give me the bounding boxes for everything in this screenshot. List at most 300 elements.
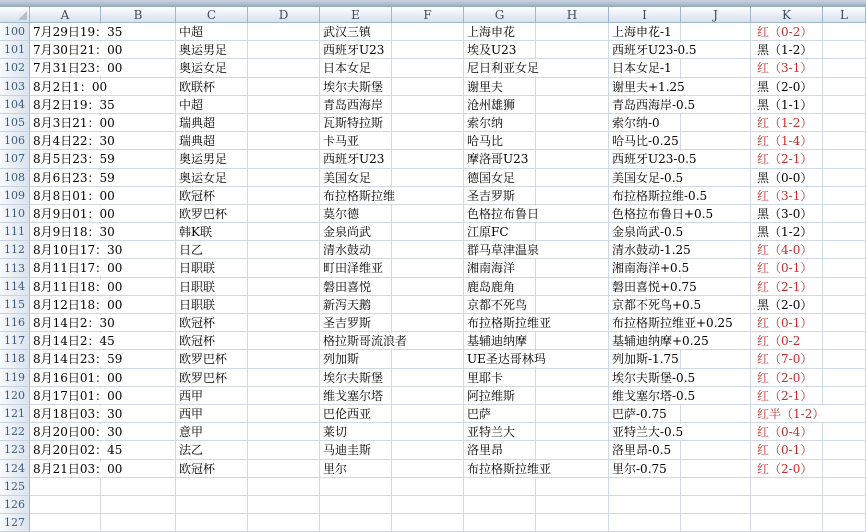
cell-handicap[interactable] [609, 296, 702, 314]
row-header-102[interactable]: 102 [0, 59, 30, 77]
cell-result[interactable] [751, 478, 823, 496]
row-header-103[interactable]: 103 [0, 78, 30, 96]
cell-empty[interactable] [392, 187, 464, 205]
row-header-116[interactable]: 116 [0, 314, 30, 332]
column-header-I[interactable]: I [609, 7, 681, 23]
cell-empty[interactable] [681, 514, 751, 532]
row-header-127[interactable]: 127 [0, 514, 30, 532]
cell-away-team[interactable] [464, 169, 536, 187]
cell-date[interactable] [30, 169, 115, 187]
cell-result[interactable] [751, 132, 823, 150]
cell-home-team[interactable] [320, 350, 392, 368]
cell-empty[interactable] [823, 423, 866, 441]
cell-empty[interactable] [392, 78, 464, 96]
cell-empty[interactable] [823, 187, 866, 205]
column-header-G[interactable]: G [464, 7, 536, 23]
cell-result[interactable] [751, 387, 823, 405]
cell-date[interactable] [30, 114, 115, 132]
row-header-101[interactable]: 101 [0, 41, 30, 59]
cell-away-team[interactable] [464, 514, 536, 532]
cell-date[interactable] [30, 259, 123, 277]
cell-result[interactable] [751, 223, 823, 241]
cell-away-team[interactable] [464, 314, 552, 332]
cell-date[interactable] [30, 59, 123, 77]
cell-handicap[interactable] [609, 405, 681, 423]
cell-home-team[interactable] [320, 187, 396, 205]
cell-handicap[interactable] [609, 423, 684, 441]
cell-handicap[interactable] [609, 387, 696, 405]
cell-league[interactable] [176, 278, 248, 296]
cell-home-team[interactable] [320, 387, 392, 405]
cell-empty[interactable] [823, 496, 866, 514]
cell-home-team[interactable] [320, 114, 392, 132]
cell-empty[interactable] [536, 41, 609, 59]
cell-date[interactable] [30, 314, 115, 332]
cell-empty[interactable] [681, 405, 751, 423]
cell-home-team[interactable] [320, 23, 392, 41]
cell-home-team[interactable] [320, 205, 392, 223]
cell-result[interactable] [751, 332, 823, 350]
cell-home-team[interactable] [320, 405, 392, 423]
cell-empty[interactable] [248, 23, 320, 41]
cell-league[interactable] [176, 241, 248, 259]
column-header-D[interactable]: D [248, 7, 320, 23]
cell-away-team[interactable] [464, 478, 536, 496]
cell-date[interactable] [30, 460, 123, 478]
cell-league[interactable] [176, 114, 248, 132]
cell-result[interactable] [751, 423, 823, 441]
cell-empty[interactable] [392, 478, 464, 496]
cell-away-team[interactable] [464, 114, 536, 132]
cell-home-team[interactable] [320, 296, 392, 314]
cell-empty[interactable] [536, 150, 609, 168]
row-header-104[interactable]: 104 [0, 96, 30, 114]
cell-empty[interactable] [536, 514, 609, 532]
row-header-107[interactable]: 107 [0, 150, 30, 168]
cell-league[interactable] [176, 350, 248, 368]
cell-empty[interactable] [392, 114, 464, 132]
cell-home-team[interactable] [320, 441, 392, 459]
cell-date[interactable] [30, 150, 115, 168]
cell-empty[interactable] [248, 296, 320, 314]
cell-league[interactable] [176, 78, 248, 96]
cell-result[interactable] [751, 41, 823, 59]
row-header-123[interactable]: 123 [0, 441, 30, 459]
cell-league[interactable] [176, 41, 248, 59]
cell-empty[interactable] [392, 241, 464, 259]
cell-empty[interactable] [681, 478, 751, 496]
row-header-117[interactable]: 117 [0, 332, 30, 350]
cell-empty[interactable] [823, 387, 866, 405]
cell-home-team[interactable] [320, 496, 392, 514]
cell-empty[interactable] [248, 332, 320, 350]
cell-result[interactable] [751, 241, 823, 259]
cell-empty[interactable] [536, 259, 609, 277]
cell-empty[interactable] [823, 478, 866, 496]
cell-home-team[interactable] [320, 259, 392, 277]
cell-league[interactable] [176, 23, 248, 41]
cell-home-team[interactable] [320, 460, 392, 478]
cell-empty[interactable] [823, 460, 866, 478]
cell-handicap[interactable] [609, 23, 681, 41]
cell-empty[interactable] [392, 205, 464, 223]
cell-empty[interactable] [823, 223, 866, 241]
cell-league[interactable] [176, 205, 248, 223]
cell-empty[interactable] [248, 241, 320, 259]
cell-handicap[interactable] [609, 441, 681, 459]
cell-date[interactable] [30, 241, 123, 259]
cell-handicap[interactable] [609, 132, 681, 150]
cell-empty[interactable] [392, 514, 464, 532]
cell-empty[interactable] [392, 23, 464, 41]
cell-result[interactable] [751, 296, 823, 314]
cell-home-team[interactable] [320, 41, 392, 59]
cell-date[interactable] [30, 350, 123, 368]
cell-away-team[interactable] [464, 41, 536, 59]
row-header-113[interactable]: 113 [0, 259, 30, 277]
cell-empty[interactable] [248, 496, 320, 514]
cell-handicap[interactable] [609, 332, 709, 350]
cell-empty[interactable] [248, 223, 320, 241]
cell-date[interactable] [30, 514, 101, 532]
cell-date[interactable] [30, 223, 115, 241]
row-header-122[interactable]: 122 [0, 423, 30, 441]
row-header-106[interactable]: 106 [0, 132, 30, 150]
cell-empty[interactable] [536, 132, 609, 150]
cell-handicap[interactable] [609, 350, 681, 368]
cell-empty[interactable] [536, 187, 609, 205]
cell-league[interactable] [176, 496, 248, 514]
cell-league[interactable] [176, 187, 248, 205]
column-header-B[interactable]: B [101, 7, 176, 23]
cell-empty[interactable] [392, 150, 464, 168]
cell-empty[interactable] [823, 96, 866, 114]
cell-empty[interactable] [248, 369, 320, 387]
cell-result[interactable] [751, 369, 823, 387]
cell-home-team[interactable] [320, 132, 392, 150]
cell-handicap[interactable] [609, 223, 684, 241]
cell-empty[interactable] [823, 78, 866, 96]
column-header-K[interactable]: K [751, 7, 823, 23]
cell-handicap[interactable] [609, 460, 681, 478]
cell-empty[interactable] [823, 296, 866, 314]
row-header-114[interactable]: 114 [0, 278, 30, 296]
column-header-E[interactable]: E [320, 7, 392, 23]
cell-empty[interactable] [392, 314, 464, 332]
cell-date[interactable] [30, 23, 123, 41]
cell-result[interactable] [751, 496, 823, 514]
cell-empty[interactable] [536, 96, 609, 114]
column-header-F[interactable]: F [392, 7, 464, 23]
cell-result[interactable] [751, 59, 823, 77]
cell-empty[interactable] [823, 241, 866, 259]
cell-empty[interactable] [536, 350, 609, 368]
row-header-119[interactable]: 119 [0, 369, 30, 387]
cell-empty[interactable] [392, 259, 464, 277]
cell-empty[interactable] [392, 387, 464, 405]
cell-empty[interactable] [823, 150, 866, 168]
cell-handicap[interactable] [609, 205, 714, 223]
cell-empty[interactable] [248, 169, 320, 187]
cell-handicap[interactable] [609, 78, 685, 96]
cell-date[interactable] [30, 278, 123, 296]
row-header-121[interactable]: 121 [0, 405, 30, 423]
column-header-L[interactable]: L [823, 7, 866, 23]
cell-empty[interactable] [248, 423, 320, 441]
cell-empty[interactable] [823, 132, 866, 150]
cell-empty[interactable] [248, 441, 320, 459]
cell-date[interactable] [30, 296, 123, 314]
row-header-112[interactable]: 112 [0, 241, 30, 259]
cell-away-team[interactable] [464, 78, 536, 96]
cell-empty[interactable] [392, 169, 464, 187]
cell-empty[interactable] [823, 332, 866, 350]
cell-empty[interactable] [248, 96, 320, 114]
cell-handicap[interactable] [609, 496, 681, 514]
cell-date[interactable] [30, 132, 115, 150]
cell-result[interactable] [751, 96, 823, 114]
cell-home-team[interactable] [320, 59, 392, 77]
cell-handicap[interactable] [609, 478, 681, 496]
cell-date[interactable] [30, 496, 101, 514]
cell-home-team[interactable] [320, 241, 392, 259]
cell-away-team[interactable] [464, 241, 540, 259]
cell-empty[interactable] [681, 223, 751, 241]
cell-empty[interactable] [823, 23, 866, 41]
row-header-126[interactable]: 126 [0, 496, 30, 514]
cell-away-team[interactable] [464, 332, 536, 350]
cell-empty[interactable] [392, 369, 464, 387]
column-header-C[interactable]: C [176, 7, 248, 23]
cell-result[interactable] [751, 259, 823, 277]
cell-handicap[interactable] [609, 314, 733, 332]
cell-empty[interactable] [823, 350, 866, 368]
cell-empty[interactable] [681, 23, 751, 41]
cell-handicap[interactable] [609, 187, 708, 205]
cell-date[interactable] [30, 187, 115, 205]
cell-date[interactable] [30, 332, 115, 350]
cell-league[interactable] [176, 441, 248, 459]
cell-empty[interactable] [536, 496, 609, 514]
cell-date[interactable] [30, 478, 101, 496]
cell-empty[interactable] [681, 460, 751, 478]
cell-date[interactable] [30, 41, 123, 59]
cell-away-team[interactable] [464, 59, 540, 77]
cell-empty[interactable] [248, 387, 320, 405]
row-header-110[interactable]: 110 [0, 205, 30, 223]
row-header-124[interactable]: 124 [0, 460, 30, 478]
cell-empty[interactable] [681, 132, 751, 150]
row-header-100[interactable]: 100 [0, 23, 30, 41]
cell-home-team[interactable] [320, 96, 392, 114]
cell-empty[interactable] [823, 114, 866, 132]
cell-away-team[interactable] [464, 132, 536, 150]
cell-date[interactable] [30, 441, 123, 459]
cell-empty[interactable] [536, 78, 609, 96]
cell-empty[interactable] [248, 187, 320, 205]
cell-away-team[interactable] [464, 296, 536, 314]
cell-empty[interactable] [248, 205, 320, 223]
cell-empty[interactable] [823, 441, 866, 459]
cell-league[interactable] [176, 96, 248, 114]
cell-away-team[interactable] [464, 259, 536, 277]
cell-home-team[interactable] [320, 369, 392, 387]
cell-away-team[interactable] [464, 350, 546, 368]
cell-handicap[interactable] [609, 514, 681, 532]
cell-date[interactable] [30, 96, 115, 114]
cell-empty[interactable] [681, 423, 751, 441]
cell-result[interactable] [751, 23, 823, 41]
cell-league[interactable] [176, 223, 248, 241]
row-header-118[interactable]: 118 [0, 350, 30, 368]
cell-home-team[interactable] [320, 169, 392, 187]
cell-empty[interactable] [248, 132, 320, 150]
row-header-125[interactable]: 125 [0, 478, 30, 496]
cell-handicap[interactable] [609, 259, 690, 277]
cell-away-team[interactable] [464, 23, 536, 41]
cell-result[interactable] [751, 441, 823, 459]
cell-result[interactable] [751, 205, 823, 223]
cell-away-team[interactable] [464, 187, 536, 205]
cell-away-team[interactable] [464, 96, 536, 114]
cell-empty[interactable] [392, 496, 464, 514]
cell-league[interactable] [176, 369, 248, 387]
cell-empty[interactable] [823, 514, 866, 532]
cell-empty[interactable] [101, 496, 176, 514]
cell-empty[interactable] [536, 441, 609, 459]
cell-result[interactable] [751, 78, 823, 96]
cell-empty[interactable] [823, 169, 866, 187]
cell-empty[interactable] [392, 423, 464, 441]
cell-home-team[interactable] [320, 223, 392, 241]
cell-empty[interactable] [823, 205, 866, 223]
cell-home-team[interactable] [320, 423, 392, 441]
cell-away-team[interactable] [464, 405, 536, 423]
cell-league[interactable] [176, 150, 248, 168]
cell-league[interactable] [176, 514, 248, 532]
cell-empty[interactable] [392, 96, 464, 114]
cell-empty[interactable] [536, 169, 609, 187]
cell-result[interactable] [751, 114, 823, 132]
cell-result[interactable] [751, 460, 823, 478]
cell-league[interactable] [176, 59, 248, 77]
cell-empty[interactable] [681, 114, 751, 132]
cell-handicap[interactable] [609, 169, 684, 187]
cell-league[interactable] [176, 314, 248, 332]
cell-empty[interactable] [681, 59, 751, 77]
cell-empty[interactable] [681, 259, 751, 277]
row-header-115[interactable]: 115 [0, 296, 30, 314]
cell-empty[interactable] [823, 314, 866, 332]
cell-away-team[interactable] [464, 441, 536, 459]
cell-empty[interactable] [681, 169, 751, 187]
cell-empty[interactable] [248, 350, 320, 368]
cell-empty[interactable] [536, 223, 609, 241]
cell-empty[interactable] [248, 78, 320, 96]
cell-result[interactable] [751, 314, 823, 332]
cell-away-team[interactable] [464, 387, 536, 405]
cell-away-team[interactable] [464, 278, 536, 296]
row-header-109[interactable]: 109 [0, 187, 30, 205]
cell-away-team[interactable] [464, 423, 536, 441]
cell-empty[interactable] [536, 369, 609, 387]
cell-empty[interactable] [536, 387, 609, 405]
cell-result[interactable] [751, 187, 823, 205]
cell-empty[interactable] [248, 478, 320, 496]
select-all-corner[interactable] [0, 7, 30, 23]
cell-league[interactable] [176, 296, 248, 314]
cell-league[interactable] [176, 387, 248, 405]
cell-date[interactable] [30, 387, 123, 405]
cell-empty[interactable] [536, 59, 609, 77]
cell-handicap[interactable] [609, 150, 697, 168]
cell-empty[interactable] [392, 278, 464, 296]
cell-result[interactable] [751, 169, 823, 187]
cell-empty[interactable] [823, 369, 866, 387]
cell-empty[interactable] [536, 241, 609, 259]
cell-empty[interactable] [248, 59, 320, 77]
cell-date[interactable] [30, 423, 123, 441]
cell-empty[interactable] [392, 460, 464, 478]
cell-away-team[interactable] [464, 223, 536, 241]
cell-result[interactable] [751, 278, 823, 296]
cell-away-team[interactable] [464, 369, 536, 387]
cell-empty[interactable] [681, 441, 751, 459]
cell-league[interactable] [176, 423, 248, 441]
cell-away-team[interactable] [464, 205, 540, 223]
cell-empty[interactable] [536, 423, 609, 441]
cell-empty[interactable] [536, 296, 609, 314]
cell-empty[interactable] [536, 114, 609, 132]
cell-result[interactable] [751, 405, 823, 423]
cell-league[interactable] [176, 259, 248, 277]
cell-empty[interactable] [536, 278, 609, 296]
column-header-H[interactable]: H [536, 7, 609, 23]
row-header-120[interactable]: 120 [0, 387, 30, 405]
cell-handicap[interactable] [609, 278, 697, 296]
cell-empty[interactable] [681, 350, 751, 368]
cell-home-team[interactable] [320, 278, 392, 296]
cell-empty[interactable] [248, 259, 320, 277]
cell-home-team[interactable] [320, 314, 392, 332]
cell-empty[interactable] [101, 78, 176, 96]
cell-home-team[interactable] [320, 78, 392, 96]
cell-away-team[interactable] [464, 460, 552, 478]
cell-empty[interactable] [248, 514, 320, 532]
cell-empty[interactable] [536, 478, 609, 496]
cell-empty[interactable] [536, 332, 609, 350]
cell-home-team[interactable] [320, 514, 392, 532]
cell-empty[interactable] [248, 41, 320, 59]
cell-handicap[interactable] [609, 241, 691, 259]
cell-empty[interactable] [823, 59, 866, 77]
cell-empty[interactable] [248, 150, 320, 168]
cell-date[interactable] [30, 78, 108, 96]
cell-handicap[interactable] [609, 59, 681, 77]
cell-date[interactable] [30, 405, 123, 423]
cell-empty[interactable] [392, 41, 464, 59]
cell-empty[interactable] [248, 460, 320, 478]
column-header-A[interactable]: A [30, 7, 101, 23]
cell-handicap[interactable] [609, 96, 696, 114]
cell-date[interactable] [30, 205, 115, 223]
cell-empty[interactable] [248, 314, 320, 332]
cell-empty[interactable] [823, 259, 866, 277]
cell-league[interactable] [176, 332, 248, 350]
row-header-111[interactable]: 111 [0, 223, 30, 241]
cell-empty[interactable] [392, 59, 464, 77]
cell-empty[interactable] [392, 350, 464, 368]
